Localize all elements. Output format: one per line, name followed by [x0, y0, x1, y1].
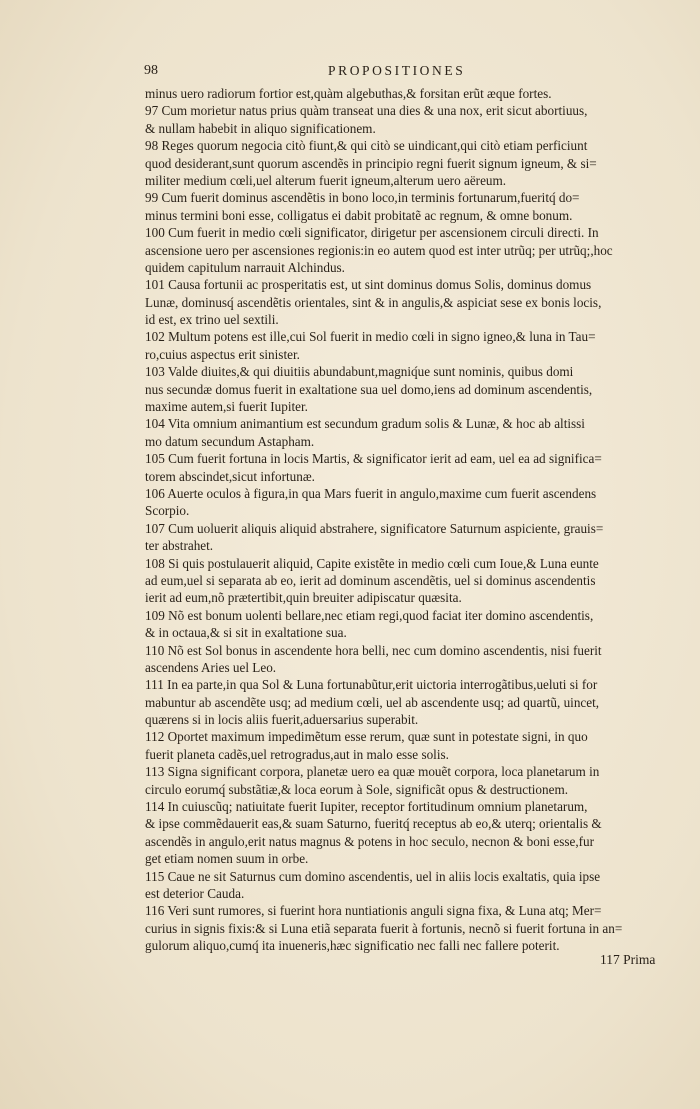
- catchword: 117 Prima: [600, 952, 656, 967]
- text-line: 106 Auerte oculos à figura,in qua Mars fuerit in angulo,maxime cum fuerit ascendens: [145, 485, 597, 501]
- text-line: maxime autem,si fuerit Iupiter.: [145, 399, 308, 415]
- text-line: 98 Reges quorum negocia citò fiunt,& qui citò se uindicant,qui citò etiam perficiunt: [145, 138, 588, 154]
- text-line: & ipse commẽdauerit eas,& suam Saturno, fueritq́ receptus ab eo,& uterq; orientalis &: [145, 816, 602, 832]
- text-line: 103 Valde diuites,& qui diuitiis abundabunt,magniq́ue sunt nominis, quibus domi: [145, 364, 574, 380]
- text-line: quærens si in locis aliis fuerit,aduersarius superabit.: [145, 712, 419, 728]
- text-line: & in octaua,& si sit in exaltatione sua.: [145, 625, 347, 641]
- text-line: 116 Veri sunt rumores, si fuerint hora nuntiationis anguli signa fixa, & Luna atq; Mer=: [145, 903, 602, 919]
- text-line: ascendens Aries uel Leo.: [145, 659, 277, 675]
- page-number: 98: [144, 63, 158, 78]
- text-line: quod desiderant,sunt quorum ascendẽs in principio regni fuerit signum igneum, & si=: [145, 155, 597, 171]
- text-line: gulorum aliquo,cumq́ ita inueneris,hæc significatio nec falli nec fallere poterit.: [145, 938, 560, 954]
- text-block: [145, 85, 669, 972]
- text-line: circulo eorumq́ substãtiæ,& loca eorum à Sole, significãt opus & destructionem.: [145, 781, 569, 797]
- text-line: Scorpio.: [145, 503, 190, 519]
- text-line: curius in signis fixis:& si Luna etiã separata fuerit à fortunis, necnõ si fuerit fortuna in an=: [145, 920, 623, 936]
- text-line: 109 Nõ est bonum uolenti bellare,nec etiam regi,quod faciat iter domino ascendentis,: [145, 607, 594, 623]
- text-line: 110 Nõ est Sol bonus in ascendente hora belli, nec cum domino ascendentis, nisi fuerit: [145, 642, 602, 658]
- text-line: minus uero radiorum fortior est,quàm algebuthas,& forsitan erũt æque fortes.: [145, 86, 552, 101]
- text-line: 102 Multum potens est ille,cui Sol fuerit in medio cœli in signo igneo,& luna in Tau=: [145, 329, 596, 345]
- running-title: PROPOSITIONES: [328, 63, 466, 78]
- text-line: Lunæ, dominusq́ ascendẽtis orientales, sint & in angulis,& aspiciat sese ex bonis locis,: [145, 294, 602, 310]
- text-line: nus secundæ domus fuerit in exaltatione sua uel domo,iens ad dominum ascendentis,: [145, 381, 593, 397]
- text-line: ascendẽs in angulo,erit natus magnus & potens in hoc seculo, necnon & boni esse,fur: [145, 833, 595, 849]
- text-line: 114 In cuiuscũq; natiuitate fuerit Iupiter, receptor fortitudinum omnium planetarum,: [145, 799, 588, 815]
- text-line: mo datum secundum Astapham.: [145, 433, 315, 449]
- text-line: ad eum,uel si separata ab eo, ierit ad dominum ascendẽtis, uel si dominus ascendentis: [145, 572, 596, 588]
- text-line: 113 Signa significant corpora, planetæ uero ea quæ mouẽt corpora, loca planetarum in: [145, 764, 600, 780]
- text-line: 112 Oportet maximum impedimẽtum esse rerum, quæ sunt in potestate signi, in quo: [145, 729, 588, 745]
- page-header: [0, 63, 700, 83]
- text-line: 108 Si quis postulauerit aliquid, Capite existẽte in medio cœli cum Ioue,& Luna eunte: [145, 555, 599, 571]
- text-line: 100 Cum fuerit in medio cœli significator, dirigetur per ascensionem circuli directi. In: [145, 225, 599, 241]
- text-line: 105 Cum fuerit fortuna in locis Martis, & significator ierit ad eam, uel ea ad significa=: [145, 451, 602, 467]
- text-line: 101 Causa fortunii ac prosperitatis est, ut sint dominus domus Solis, dominus domus: [145, 277, 592, 293]
- text-line: ter abstrahet.: [145, 538, 214, 554]
- text-line: 115 Caue ne sit Saturnus cum domino ascendentis, uel in aliis locis exaltatis, quia ipse: [145, 868, 601, 884]
- text-line: quidem capitulum narrauit Alchindus.: [145, 259, 345, 275]
- text-line: get etiam nomen suum in orbe.: [145, 851, 309, 867]
- text-line: est deterior Cauda.: [145, 885, 245, 901]
- text-line: id est, ex trino uel sextili.: [145, 312, 279, 328]
- text-line: ascensione uero per ascensiones regionis:in eo autem quod est inter utrũq; per utrũq;,hoc: [145, 242, 613, 258]
- text-line: ro,cuius aspectus erit sinister.: [145, 346, 300, 362]
- text-line: militer medium cœli,uel alterum fuerit igneum,alterum uero aëreum.: [145, 172, 507, 188]
- text-line: fuerit planeta cadẽs,uel retrogradus,aut in malo esse solis.: [145, 746, 449, 762]
- text-line: 97 Cum morietur natus prius quàm transeat una dies & una nox, erit sicut abortiuus,: [145, 103, 588, 119]
- text-line: minus termini boni esse, colligatus ei dabit probitatẽ ac regnum, & omne bonum.: [145, 207, 573, 223]
- text-line: 107 Cum uoluerit aliquis aliquid abstrahere, significatore Saturnum aspiciente, grauis=: [145, 520, 604, 536]
- text-line: torem abscindet,sicut infortunæ.: [145, 468, 315, 484]
- text-line: [145, 955, 669, 972]
- text-line: ierit ad eum,nõ prætertibit,quin breuiter adipiscatur quæsita.: [145, 590, 462, 606]
- text-line: mabuntur ab ascendẽte usq; ad medium cœli, uel ab ascendente usq; ad quartũ, uincet,: [145, 694, 600, 710]
- text-line: 104 Vita omnium animantium est secundum gradum solis & Lunæ, & hoc ab altissi: [145, 416, 585, 432]
- text-line: & nullam habebit in aliquo significationem.: [145, 120, 376, 136]
- text-line: 99 Cum fuerit dominus ascendẽtis in bono loco,in terminis fortunarum,fueritq́ do=: [145, 190, 580, 206]
- text-line: 111 In ea parte,in qua Sol & Luna fortunabũtur,erit uictoria interrogãtibus,ueluti si for: [145, 677, 598, 693]
